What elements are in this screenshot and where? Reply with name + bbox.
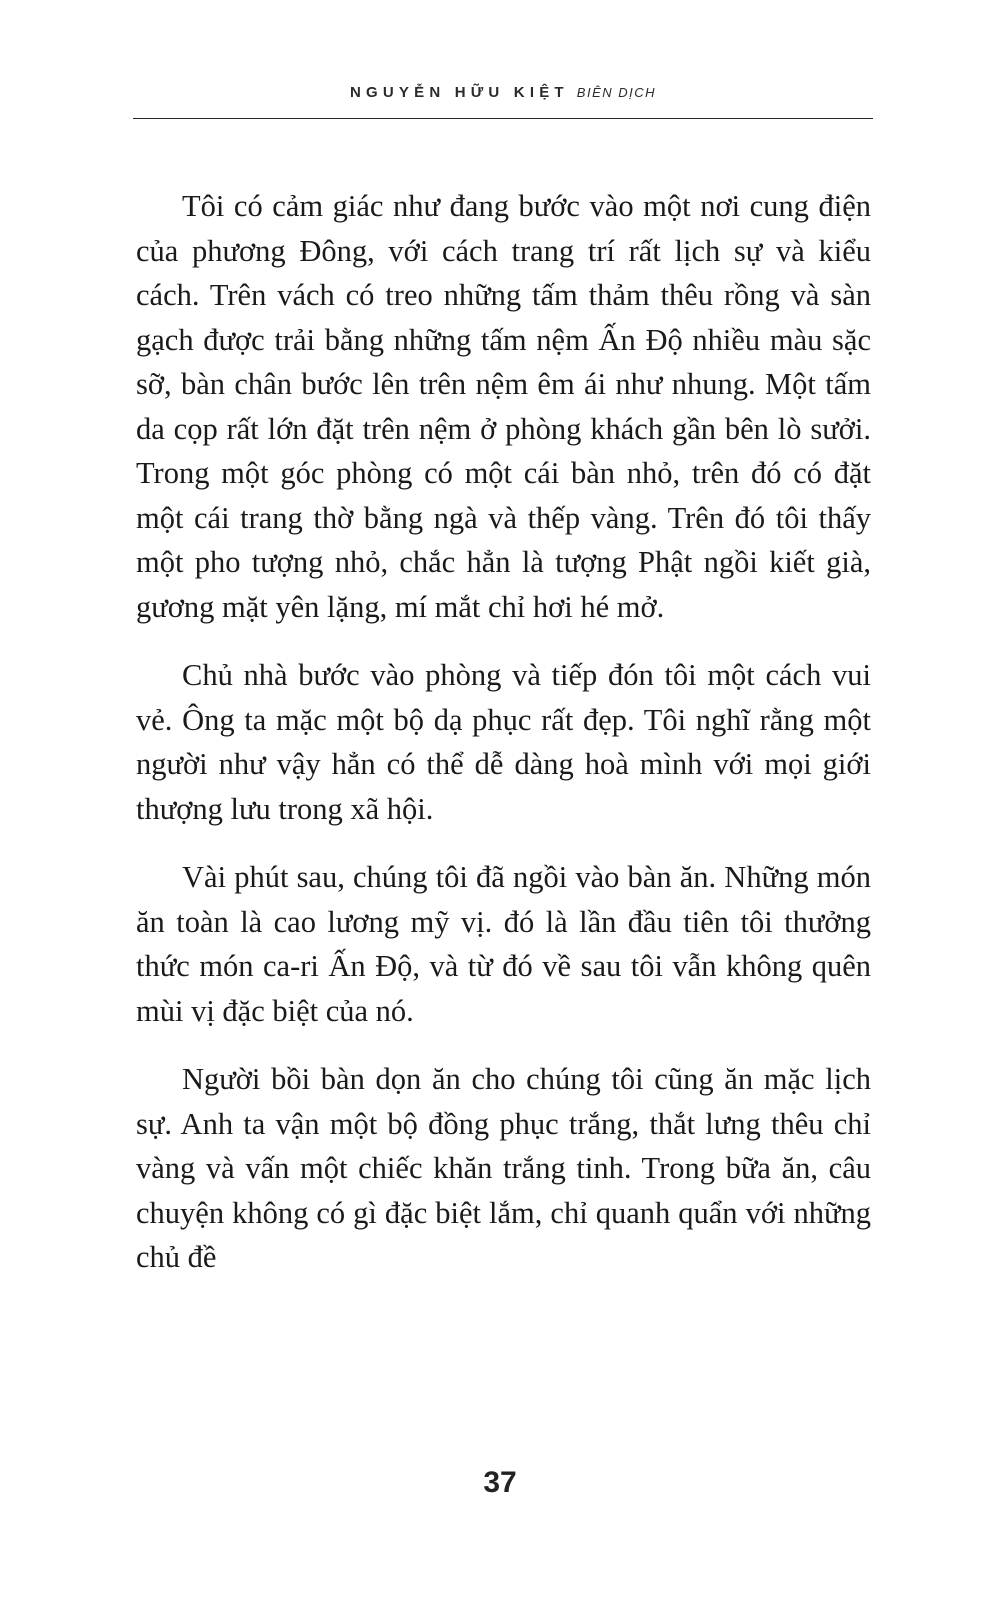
header-author: NGUYỄN HỮU KIỆT <box>349 84 569 101</box>
running-header <box>133 84 873 101</box>
paragraph: Vài phút sau, chúng tôi đã ngồi vào bàn ăn. Những món ăn toàn là cao lương mỹ vị. đó là lần đầu tiên tôi thưởng thức món ca-ri Ấn Độ, và từ đó về sau tôi vẫn không quên mùi vị đặc biệt của nó. <box>136 860 871 1028</box>
paragraph: Người bồi bàn dọn ăn cho chúng tôi cũng ăn mặc lịch sự. Anh ta vận một bộ đồng phục trắng, thắt lưng thêu chỉ vàng và vấn một chiếc khăn trắng tinh. Trong bữa ăn, câu chuyện không có gì đặc biệt lắm, chỉ quanh quẩn với những chủ đề <box>136 1062 871 1274</box>
header-role: BIÊN DỊCH <box>576 85 657 100</box>
paragraph: Tôi có cảm giác như đang bước vào một nơi cung điện của phương Đông, với cách trang trí rất lịch sự và kiểu cách. Trên vách có treo những tấm thảm thêu rồng và sàn gạch được trải bằng những tấm nệm Ấn Độ nhiều màu sặc sỡ, bàn chân bước lên trên nệm êm ái như nhung. Một tấm da cọp rất lớn đặt trên nệm ở phòng khách gần bên lò sưởi. Trong một góc phòng có một cái bàn nhỏ, trên đó có đặt một cái trang thờ bằng ngà và thếp vàng. Trên đó tôi thấy một pho tượng nhỏ, chắc hẳn là tượng Phật ngồi kiết già, gương mặt yên lặng, mí mắt chỉ hơi hé mở. <box>136 189 871 624</box>
body-text <box>136 184 871 1304</box>
header-rule <box>133 118 873 119</box>
page-number: 37 <box>483 1466 517 1499</box>
paragraph: Chủ nhà bước vào phòng và tiếp đón tôi một cách vui vẻ. Ông ta mặc một bộ dạ phục rất đẹp. Tôi nghĩ rằng một người như vậy hẳn có thể dễ dàng hoà mình với mọi giới thượng lưu trong xã hội. <box>136 658 871 826</box>
